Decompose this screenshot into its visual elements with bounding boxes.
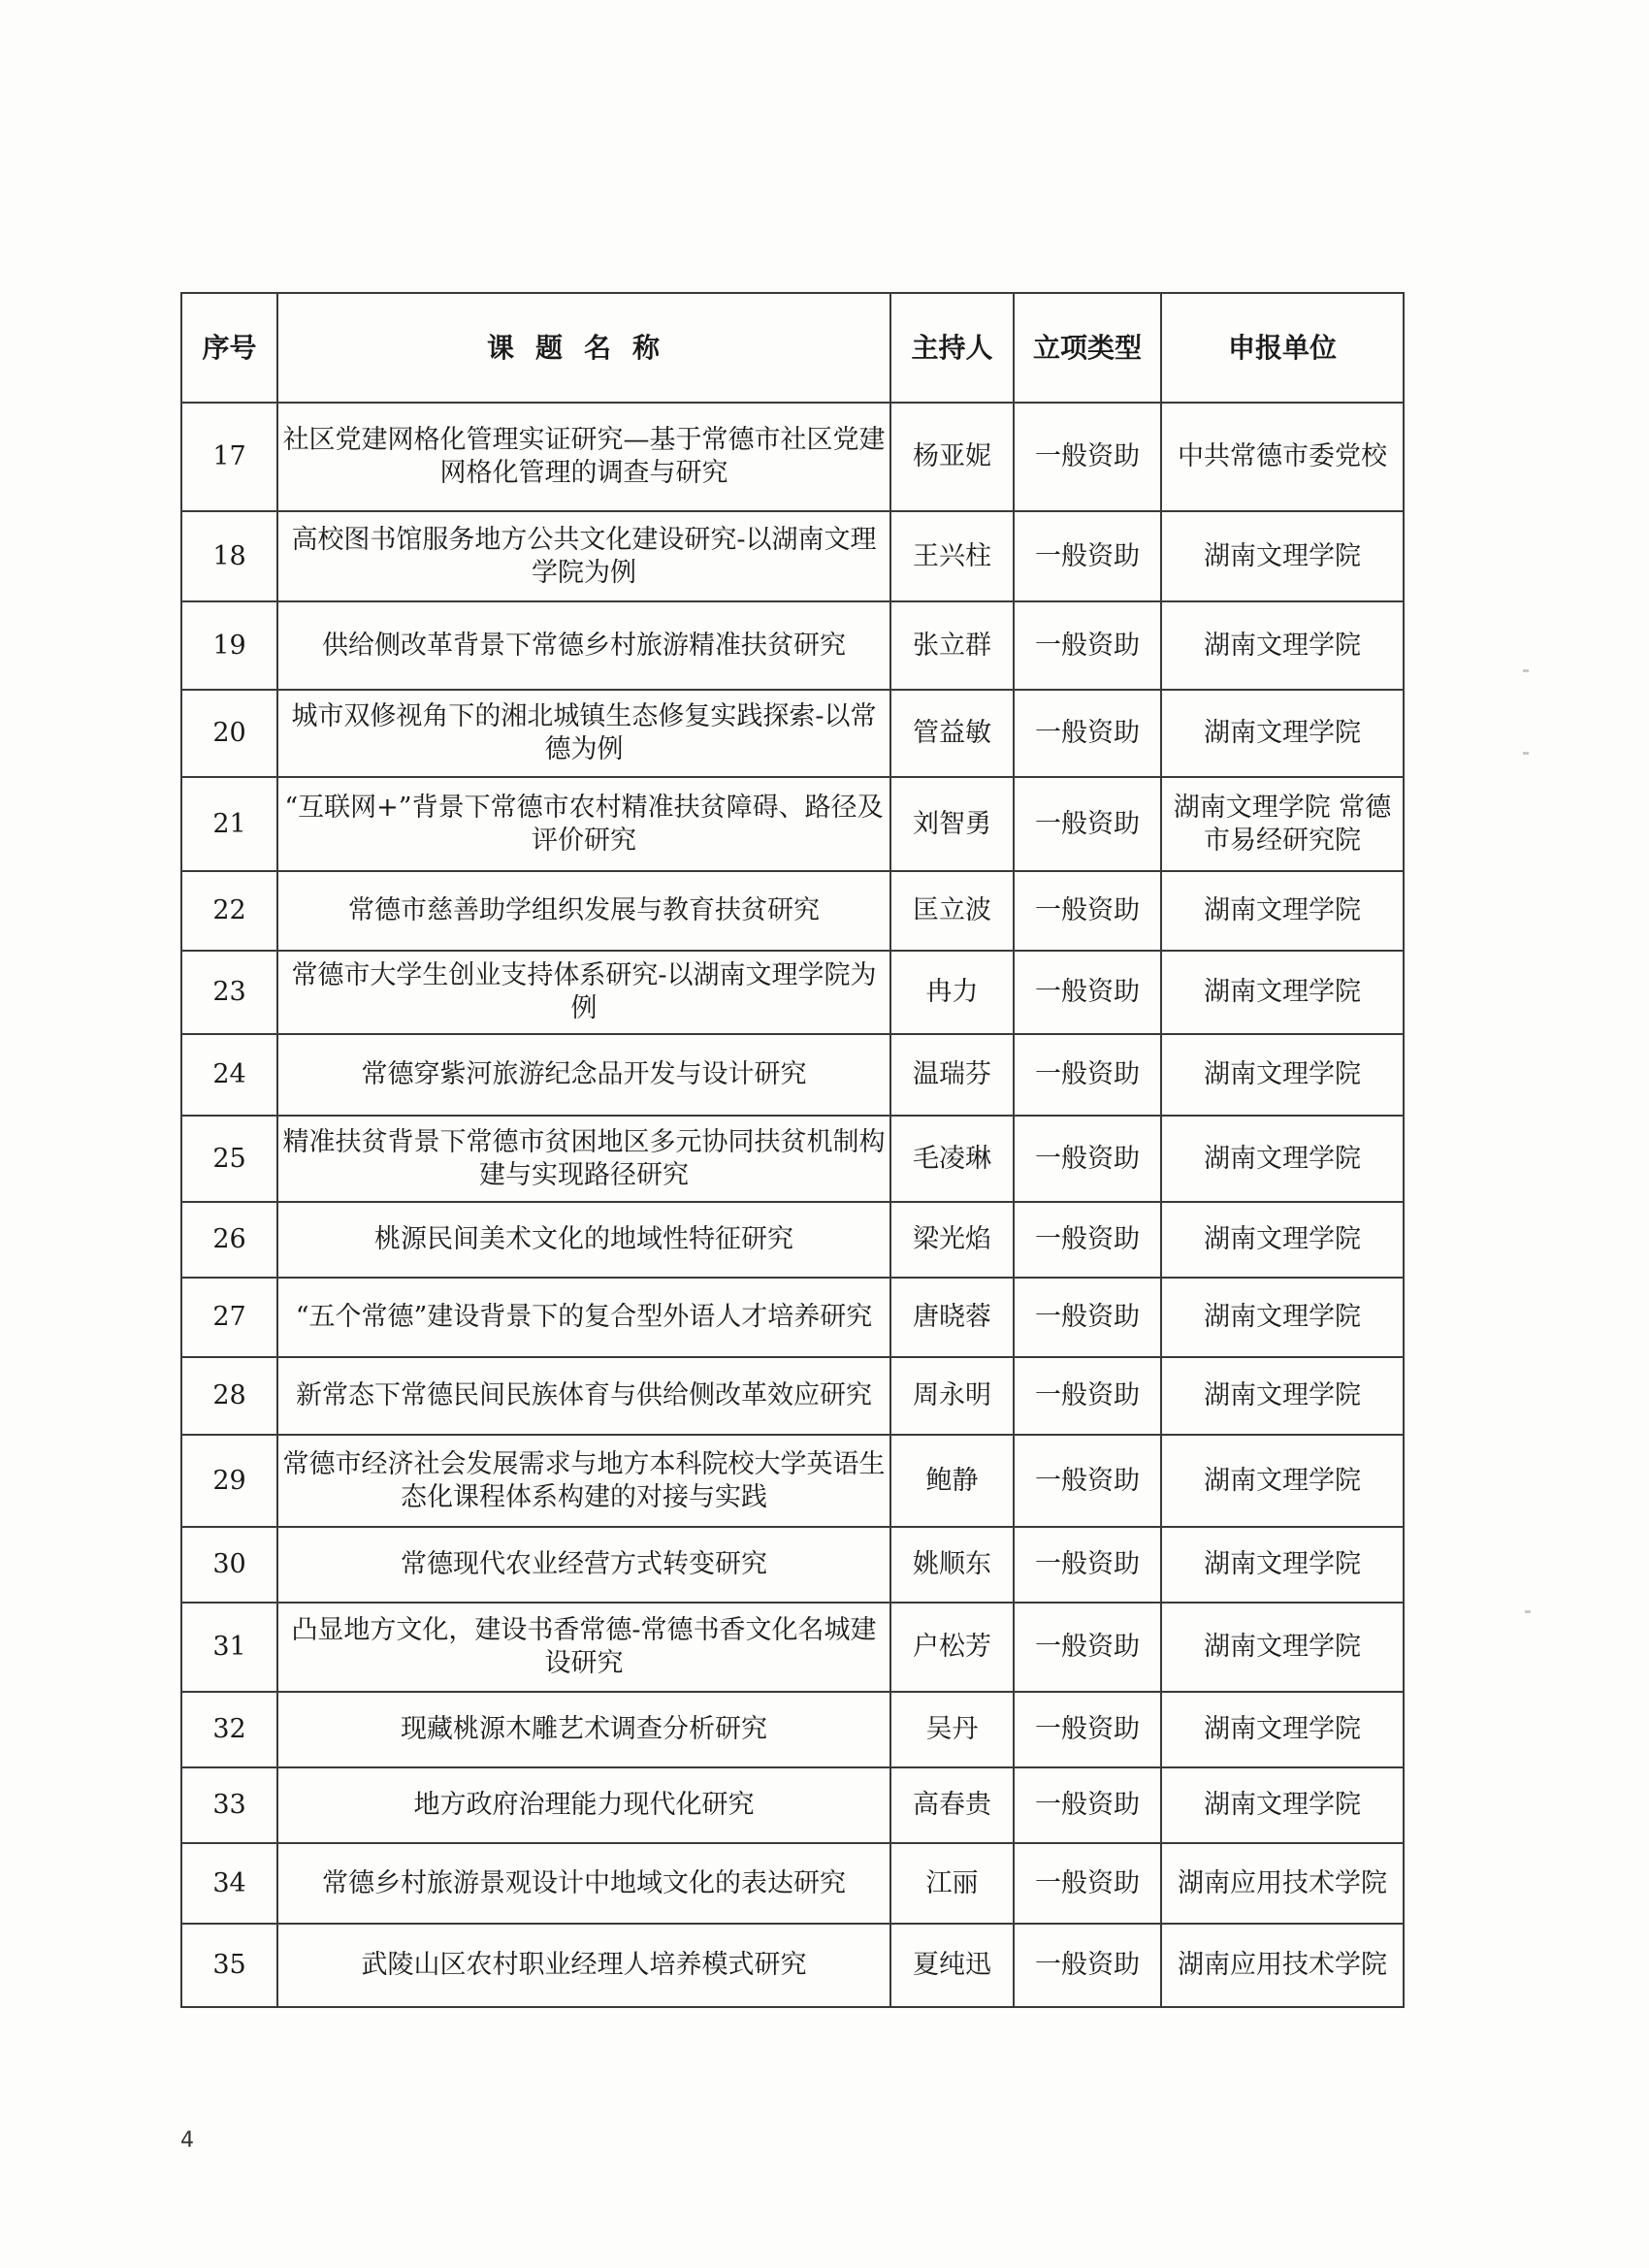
table-row (181, 1202, 1404, 1278)
cell-no: 18 (181, 511, 277, 601)
cell-host: 王兴柱 (890, 511, 1014, 601)
cell-host: 江丽 (890, 1843, 1014, 1924)
cell-host: 杨亚妮 (890, 403, 1014, 511)
cell-unit: 湖南文理学院 (1161, 1034, 1404, 1116)
table-row (181, 1603, 1404, 1692)
header-no: 序号 (181, 293, 277, 403)
cell-host: 管益敏 (890, 690, 1014, 777)
cell-no: 29 (181, 1435, 277, 1527)
header-host: 主持人 (890, 293, 1014, 403)
cell-title: 供给侧改革背景下常德乡村旅游精准扶贫研究 (277, 601, 890, 690)
cell-host: 匡立波 (890, 871, 1014, 951)
header-type: 立项类型 (1014, 293, 1161, 403)
cell-host: 梁光焰 (890, 1202, 1014, 1278)
cell-no: 22 (181, 871, 277, 951)
cell-type: 一般资助 (1014, 511, 1161, 601)
cell-host: 温瑞芬 (890, 1034, 1014, 1116)
cell-type: 一般资助 (1014, 1603, 1161, 1692)
cell-unit: 湖南文理学院 (1161, 511, 1404, 601)
cell-unit: 湖南文理学院 (1161, 1202, 1404, 1278)
cell-unit: 湖南文理学院 (1161, 1357, 1404, 1435)
table-row (181, 1435, 1404, 1527)
cell-no: 23 (181, 951, 277, 1034)
table-row (181, 403, 1404, 511)
cell-title: 社区党建网格化管理实证研究—基于常德市社区党建网格化管理的调查与研究 (277, 403, 890, 511)
cell-no: 25 (181, 1116, 277, 1202)
cell-host: 唐晓蓉 (890, 1278, 1014, 1357)
cell-type: 一般资助 (1014, 601, 1161, 690)
cell-no: 24 (181, 1034, 277, 1116)
table-row (181, 1357, 1404, 1435)
cell-no: 30 (181, 1527, 277, 1603)
table-row (181, 1692, 1404, 1767)
cell-title: 常德乡村旅游景观设计中地域文化的表达研究 (277, 1843, 890, 1924)
cell-title: “互联网+”背景下常德市农村精准扶贫障碍、路径及评价研究 (277, 777, 890, 871)
cell-unit: 湖南应用技术学院 (1161, 1924, 1404, 2007)
table-row (181, 777, 1404, 871)
cell-no: 33 (181, 1767, 277, 1843)
cell-type: 一般资助 (1014, 1278, 1161, 1357)
cell-unit: 湖南文理学院 (1161, 871, 1404, 951)
cell-type: 一般资助 (1014, 1924, 1161, 2007)
cell-unit: 湖南文理学院 (1161, 1278, 1404, 1357)
cell-unit: 湖南文理学院 (1161, 1692, 1404, 1767)
cell-no: 32 (181, 1692, 277, 1767)
cell-unit: 中共常德市委党校 (1161, 403, 1404, 511)
cell-type: 一般资助 (1014, 1116, 1161, 1202)
cell-title: 常德现代农业经营方式转变研究 (277, 1527, 890, 1603)
cell-title: 常德市大学生创业支持体系研究-以湖南文理学院为例 (277, 951, 890, 1034)
cell-no: 21 (181, 777, 277, 871)
cell-unit: 湖南文理学院 (1161, 1603, 1404, 1692)
cell-host: 刘智勇 (890, 777, 1014, 871)
cell-title: 凸显地方文化，建设书香常德-常德书香文化名城建设研究 (277, 1603, 890, 1692)
cell-unit: 湖南文理学院 (1161, 1527, 1404, 1603)
table-row (181, 1527, 1404, 1603)
cell-no: 28 (181, 1357, 277, 1435)
cell-host: 鲍静 (890, 1435, 1014, 1527)
cell-no: 27 (181, 1278, 277, 1357)
table-row (181, 1924, 1404, 2007)
cell-no: 35 (181, 1924, 277, 2007)
cell-host: 吴丹 (890, 1692, 1014, 1767)
cell-title: 现藏桃源木雕艺术调查分析研究 (277, 1692, 890, 1767)
cell-no: 34 (181, 1843, 277, 1924)
cell-title: “五个常德”建设背景下的复合型外语人才培养研究 (277, 1278, 890, 1357)
scan-speck (1523, 752, 1529, 755)
cell-no: 31 (181, 1603, 277, 1692)
cell-type: 一般资助 (1014, 1767, 1161, 1843)
cell-type: 一般资助 (1014, 871, 1161, 951)
cell-type: 一般资助 (1014, 1435, 1161, 1527)
cell-title: 城市双修视角下的湘北城镇生态修复实践探索-以常德为例 (277, 690, 890, 777)
cell-type: 一般资助 (1014, 1357, 1161, 1435)
cell-type: 一般资助 (1014, 1527, 1161, 1603)
cell-title: 常德市经济社会发展需求与地方本科院校大学英语生态化课程体系构建的对接与实践 (277, 1435, 890, 1527)
table-row (181, 1034, 1404, 1116)
cell-type: 一般资助 (1014, 690, 1161, 777)
cell-host: 姚顺东 (890, 1527, 1014, 1603)
cell-unit: 湖南文理学院 (1161, 1767, 1404, 1843)
header-title: 课题名称 (277, 293, 890, 403)
cell-type: 一般资助 (1014, 777, 1161, 871)
cell-no: 17 (181, 403, 277, 511)
table-header (181, 293, 1404, 403)
cell-unit: 湖南文理学院 (1161, 1116, 1404, 1202)
table-row (181, 1767, 1404, 1843)
cell-unit: 湖南文理学院 (1161, 601, 1404, 690)
cell-title: 常德穿紫河旅游纪念品开发与设计研究 (277, 1034, 890, 1116)
table-row (181, 871, 1404, 951)
cell-type: 一般资助 (1014, 1034, 1161, 1116)
cell-host: 户松芳 (890, 1603, 1014, 1692)
cell-type: 一般资助 (1014, 1202, 1161, 1278)
cell-no: 26 (181, 1202, 277, 1278)
cell-unit: 湖南文理学院 (1161, 1435, 1404, 1527)
table-row (181, 1278, 1404, 1357)
cell-host: 毛凌琳 (890, 1116, 1014, 1202)
cell-unit: 湖南文理学院 常德市易经研究院 (1161, 777, 1404, 871)
project-list-table (180, 292, 1405, 2008)
cell-unit: 湖南文理学院 (1161, 690, 1404, 777)
table-body (181, 403, 1404, 2007)
cell-unit: 湖南文理学院 (1161, 951, 1404, 1034)
table-header-row (181, 293, 1404, 403)
page-number: 4 (180, 2128, 194, 2153)
cell-title: 桃源民间美术文化的地域性特征研究 (277, 1202, 890, 1278)
cell-host: 高春贵 (890, 1767, 1014, 1843)
cell-host: 夏纯迅 (890, 1924, 1014, 2007)
table-row (181, 690, 1404, 777)
cell-no: 19 (181, 601, 277, 690)
scan-speck (1525, 1610, 1531, 1613)
scan-speck (1523, 669, 1529, 672)
cell-title: 高校图书馆服务地方公共文化建设研究-以湖南文理学院为例 (277, 511, 890, 601)
cell-host: 冉力 (890, 951, 1014, 1034)
table-row (181, 511, 1404, 601)
cell-title: 新常态下常德民间民族体育与供给侧改革效应研究 (277, 1357, 890, 1435)
cell-host: 张立群 (890, 601, 1014, 690)
cell-title: 常德市慈善助学组织发展与教育扶贫研究 (277, 871, 890, 951)
table-row (181, 601, 1404, 690)
table-row (181, 1843, 1404, 1924)
cell-type: 一般资助 (1014, 1692, 1161, 1767)
cell-title: 武陵山区农村职业经理人培养模式研究 (277, 1924, 890, 2007)
cell-host: 周永明 (890, 1357, 1014, 1435)
cell-title: 精准扶贫背景下常德市贫困地区多元协同扶贫机制构建与实现路径研究 (277, 1116, 890, 1202)
header-unit: 申报单位 (1161, 293, 1404, 403)
cell-no: 20 (181, 690, 277, 777)
cell-type: 一般资助 (1014, 1843, 1161, 1924)
table-row (181, 951, 1404, 1034)
cell-type: 一般资助 (1014, 403, 1161, 511)
cell-type: 一般资助 (1014, 951, 1161, 1034)
cell-title: 地方政府治理能力现代化研究 (277, 1767, 890, 1843)
cell-unit: 湖南应用技术学院 (1161, 1843, 1404, 1924)
table-row (181, 1116, 1404, 1202)
